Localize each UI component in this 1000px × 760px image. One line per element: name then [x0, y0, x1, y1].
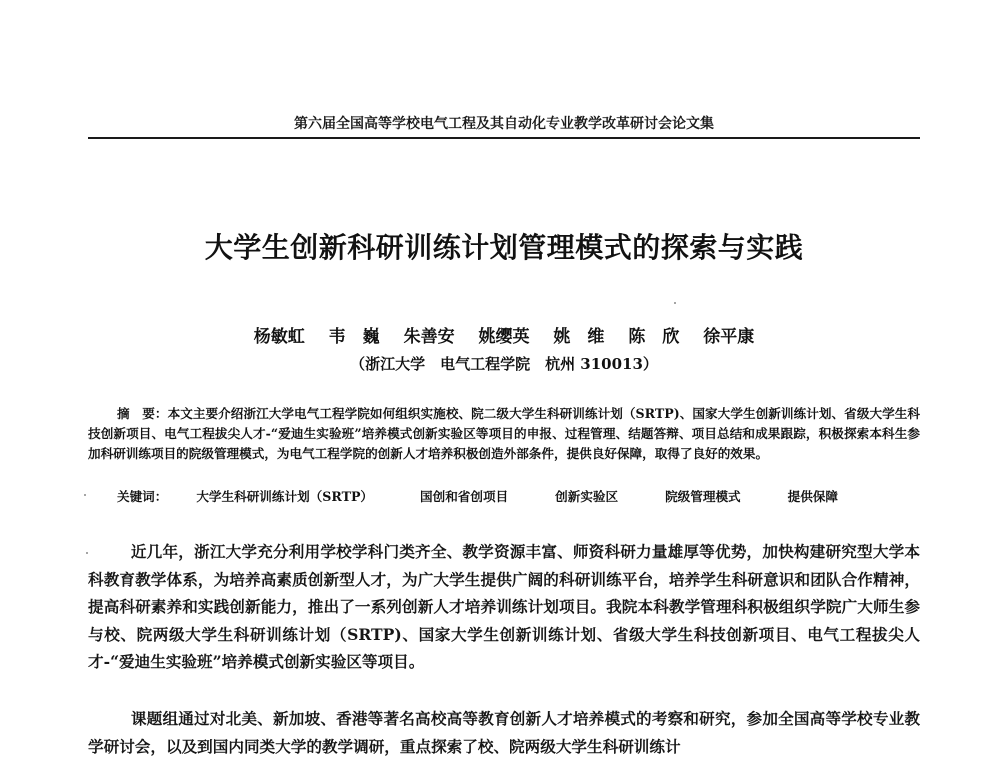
author: 姚缨英: [478, 327, 530, 347]
scan-speck: [674, 302, 676, 304]
body-paragraph: 近几年，浙江大学充分利用学校学科门类齐全、教学资源丰富、师资科研力量雄厚等优势，加快构建研究型大学本科教育教学体系，为培养高素质创新型人才，为广大学生提供广阔的科研训练平台，培养学生科研意识和团队合作精神，提高科研素养和实践创新能力，推出了一系列创新人才培养训练计划项目。我院本科教学管理科积极组织学院广大师生参与校、院两级大学生科研训练计划（SRTP)、国家大学生创新训练计划、省级大学生科技创新项目、电气工程拔尖人才-“爱迪生实验班”培养模式创新实验区等项目。: [88, 542, 920, 671]
keyword: 院级管理模式: [665, 489, 741, 504]
author: 陈 欣: [628, 327, 680, 347]
author: 韦 巍: [328, 327, 380, 347]
author: 杨敏虹: [253, 327, 305, 347]
scan-speck: [84, 494, 86, 496]
author: 徐平康: [703, 327, 755, 347]
keywords: [88, 487, 920, 507]
author-list: [88, 322, 920, 347]
affiliation: （浙江大学 电气工程学院 杭州 310013）: [350, 355, 658, 373]
abstract: [88, 404, 920, 464]
keyword: 国创和省创项目: [420, 489, 509, 504]
abstract-text: 本文主要介绍浙江大学电气工程学院如何组织实施校、院二级大学生科研训练计划（SRTP)、国家大学生创新训练计划、省级大学生科技创新项目、电气工程拔尖人才-“爱迪生实验班”培养模式创新实验区等项目的申报、过程管理、结题答辩、项目总结和成果跟踪，积极探索本科生参加科研训练项目的院级管理模式，为电气工程学院的创新人才培养积极创造外部条件，提供良好保障，取得了良好的效果。: [88, 406, 920, 461]
body-paragraph: 课题组通过对北美、新加坡、香港等著名高校高等教育创新人才培养模式的考察和研究，参加全国高等学校专业教学研讨会，以及到国内同类大学的教学调研，重点探索了校、院两级大学生科研训练计: [88, 709, 920, 756]
running-header: 第六届全国高等学校电气工程及其自动化专业教学改革研讨会论文集: [294, 116, 714, 132]
author: 朱善安: [403, 327, 455, 347]
keywords-label: 关键词：: [116, 489, 168, 504]
abstract-label: 摘 要：: [116, 406, 168, 421]
paper-title: 大学生创新科研训练计划管理模式的探索与实践: [204, 231, 804, 264]
keyword: 创新实验区: [555, 489, 619, 504]
keyword: 提供保障: [787, 489, 838, 504]
keyword: 大学生科研训练计划（SRTP）: [196, 489, 374, 504]
header-rule: [88, 137, 920, 139]
author: 姚 维: [553, 327, 605, 347]
